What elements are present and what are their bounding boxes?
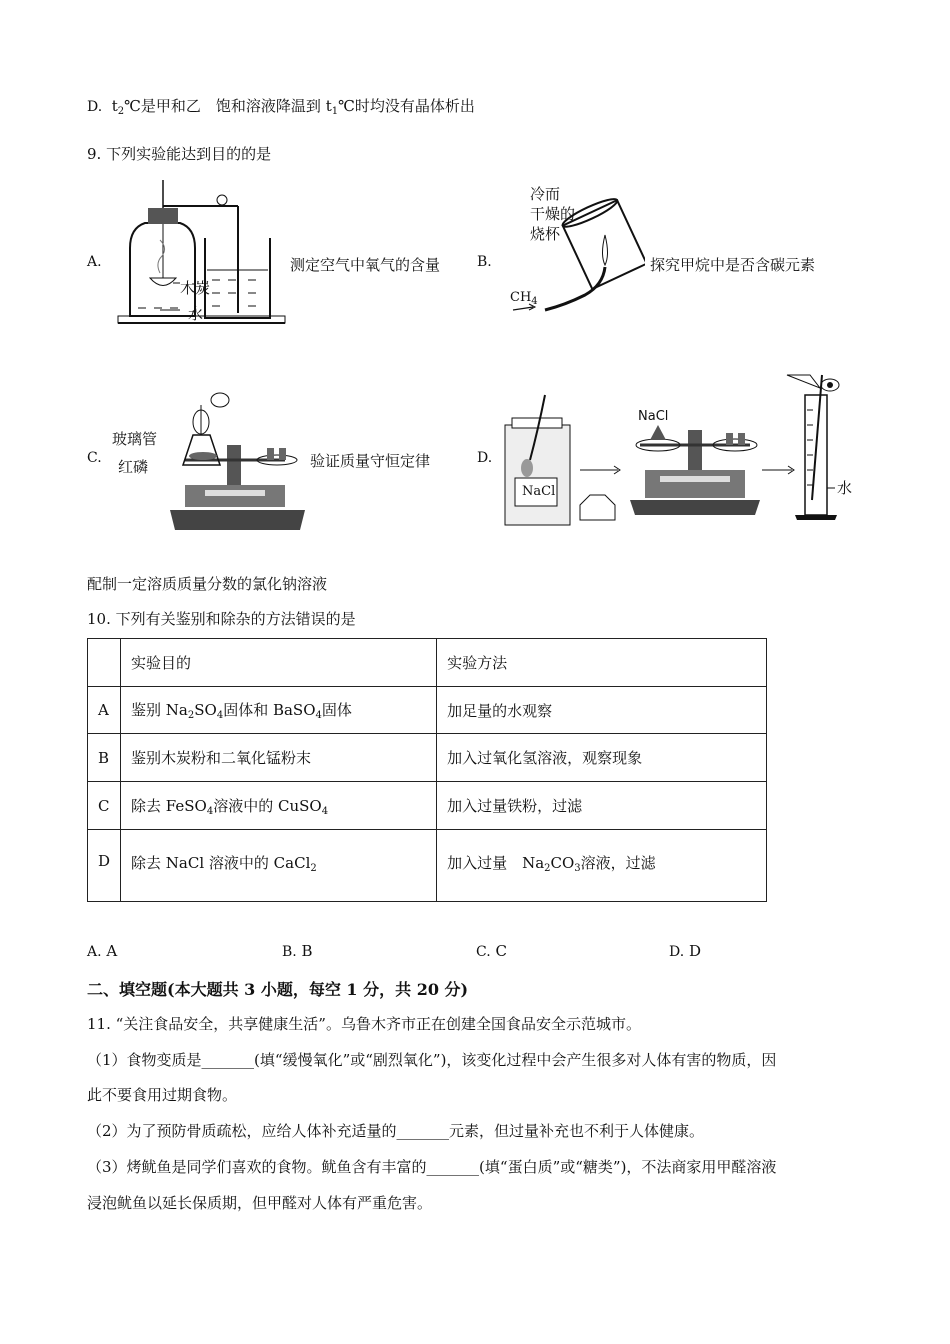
q9-a-text: 测定空气中氧气的含量 — [290, 256, 441, 274]
q10-stem: 10. 下列有关鉴别和除杂的方法错误的是 — [87, 610, 356, 628]
q9-d-water-label: 水 — [837, 479, 853, 497]
q9-b-beaker-tag: 冷而 干燥的 烧杯 — [530, 185, 576, 243]
q11-stem: 11. “关注食品安全，共享健康生活”。乌鲁木齐市正在创建全国食品安全示范城市。 — [87, 1015, 641, 1033]
q9-d-caption: 配制一定溶质质量分数的氯化钠溶液 — [87, 575, 328, 593]
nacl-solution-prep-figure — [500, 370, 860, 535]
section-heading: 二、填空题(本大题共 3 小题，每空 1 分，共 20 分) — [87, 980, 469, 999]
header-method: 实验方法 — [437, 639, 767, 687]
table-row: A 鉴别 $Na_2SO_4$固体和 BaSO$_4$固体 加足量的水观察 — [88, 687, 767, 734]
q8-option-d: D. $t_2℃$是甲和乙 饱和溶液降温到 $t_1℃$时均没有晶体析出 — [87, 97, 475, 117]
q9-a-tag-water: 水 — [188, 305, 204, 323]
q10-option-a[interactable]: A. A — [87, 942, 118, 960]
q9-a-label: A. — [87, 254, 102, 270]
q9-c-tag-phosphorus: 红磷 — [118, 458, 149, 476]
table-row: D 除去 NaCl 溶液中的 CaCl$_2$ 加入过量 $Na_2CO_3$溶液，过滤 — [88, 830, 767, 902]
q10-option-c[interactable]: C. C — [476, 942, 507, 960]
q9-c-text: 验证质量守恒定律 — [310, 452, 431, 470]
q10-table — [87, 638, 767, 902]
q9-b-label: B. — [477, 254, 492, 270]
q9-d-bottle-label: NaCl — [522, 484, 556, 499]
q9-b-text: 探究甲烷中是否含碳元素 — [650, 256, 816, 274]
q10-option-b[interactable]: B. B — [282, 942, 313, 960]
q9-c-label: C. — [87, 450, 102, 466]
q11-part3-line2: 浸泡鱿鱼以延长保质期，但甲醛对人体有严重危害。 — [87, 1194, 433, 1212]
q11-part1-line2: 此不要食用过期食物。 — [87, 1086, 238, 1104]
table-row: C 除去 FeSO$_4$溶液中的 CuSO$_4$ 加入过量铁粉，过滤 — [88, 782, 767, 830]
q11-part2: （2）为了预防骨质疏松，应给人体补充适量的_______元素，但过量补充也不利于人体健康。 — [87, 1122, 705, 1140]
q10-option-d[interactable]: D. D — [669, 942, 701, 960]
q9-c-tag-tube: 玻璃管 — [112, 430, 158, 448]
q9-b-gas: $CH_4$ — [510, 290, 538, 307]
header-purpose: 实验目的 — [121, 639, 437, 687]
table-row: B 鉴别木炭粉和二氧化锰粉末 加入过氧化氢溶液，观察现象 — [88, 734, 767, 782]
q11-part1-line1: （1）食物变质是_______(填“缓慢氧化”或“剧烈氧化”)，该变化过程中会产生很多对人体有害的物质，因 — [87, 1051, 777, 1069]
table-row — [88, 639, 767, 687]
q9-stem: 9. 下列实验能达到目的的是 — [87, 145, 272, 163]
q9-d-balance-label: NaCl — [638, 409, 669, 424]
q9-d-label: D. — [477, 450, 493, 466]
q11-part3-line1: （3）烤鱿鱼是同学们喜欢的食物。鱿鱼含有丰富的_______(填“蛋白质”或“糖类”)，不法商家用甲醛溶液 — [87, 1158, 777, 1176]
q9-a-tag-charcoal: 木炭 — [180, 279, 211, 297]
mass-conservation-figure — [165, 390, 310, 535]
